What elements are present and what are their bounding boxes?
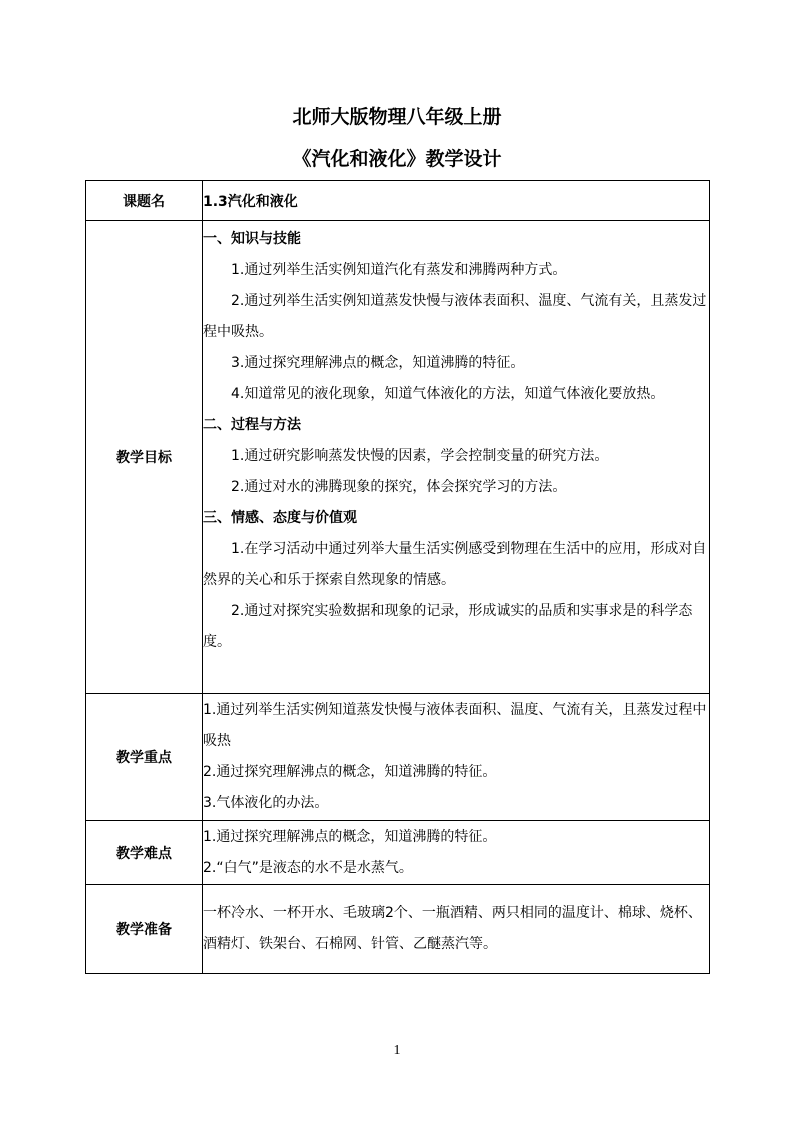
preparation-content: [203, 885, 710, 974]
table-row-key-points: [86, 694, 710, 821]
document-subtitle: 《汽化和液化》教学设计: [292, 148, 502, 170]
difficulties-content: [203, 821, 710, 885]
objectives-content: [203, 221, 710, 694]
preparation-text: 一杯冷水、一杯开水、毛玻璃2个、一瓶酒精、两只相同的温度计、棉球、烧杯、酒精灯、铁架台、石棉网、针管、乙醚蒸汽等。: [203, 905, 702, 952]
difficulty-item: 1.通过探究理解沸点的概念，知道沸腾的特征。: [203, 828, 497, 845]
table-row-difficulties: [86, 821, 710, 885]
section-heading-knowledge: 一、知识与技能: [203, 231, 301, 247]
table-row-preparation: [86, 885, 710, 974]
objective-item: 2.通过列举生活实例知道蒸发快慢与液体表面积、温度、气流有关，且蒸发过程中吸热。: [203, 293, 707, 340]
key-point-item: 1.通过列举生活实例知道蒸发快慢与液体表面积、温度、气流有关，且蒸发过程中吸热: [203, 702, 707, 749]
objective-item: 1.在学习活动中通过列举大量生活实例感受到物理在生活中的应用，形成对自然界的关心和乐于探索自然现象的情感。: [203, 541, 707, 588]
table-row-objectives: [86, 221, 710, 694]
objective-item: 4.知道常见的液化现象，知道气体液化的方法，知道气体液化要放热。: [231, 386, 665, 402]
key-point-item: 2.通过探究理解沸点的概念，知道沸腾的特征。: [203, 764, 497, 780]
page-number: 1: [393, 1043, 401, 1058]
key-point-item: 3.气体液化的办法。: [203, 795, 329, 811]
topic-value: 1.3汽化和液化: [203, 181, 710, 221]
preparation-label: 教学准备: [86, 885, 203, 974]
section-heading-process: 二、过程与方法: [203, 417, 301, 433]
difficulties-label: 教学难点: [86, 821, 203, 885]
key-points-content: [203, 694, 710, 821]
key-points-label: 教学重点: [86, 694, 203, 821]
section-heading-attitude: 三、情感、态度与价值观: [203, 510, 357, 526]
objective-item: 1.通过列举生活实例知道汽化有蒸发和沸腾两种方式。: [231, 262, 567, 278]
difficulty-item: 2.“白气”是液态的水不是水蒸气。: [203, 859, 413, 876]
topic-label: 课题名: [86, 181, 203, 221]
table-row-topic: [86, 181, 710, 221]
objectives-label: 教学目标: [86, 221, 203, 694]
objective-item: 2.通过对水的沸腾现象的探究，体会探究学习的方法。: [231, 479, 567, 495]
objective-item: 2.通过对探究实验数据和现象的记录，形成诚实的品质和实事求是的科学态度。: [203, 603, 693, 650]
document-title: 北师大版物理八年级上册: [292, 106, 502, 128]
lesson-plan-table: [85, 180, 710, 974]
objective-item: 3.通过探究理解沸点的概念，知道沸腾的特征。: [231, 355, 525, 371]
objective-item: 1.通过研究影响蒸发快慢的因素，学会控制变量的研究方法。: [231, 448, 609, 464]
